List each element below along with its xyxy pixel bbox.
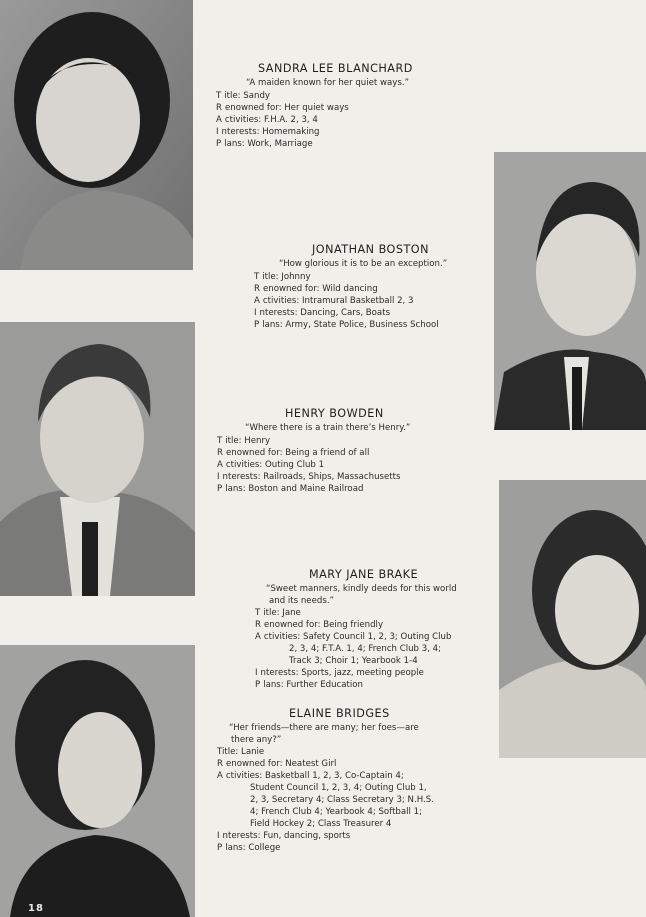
student-quote-line-1: “Her friends—there are many; her foes—are	[229, 723, 419, 733]
initial-renowned: R	[254, 284, 260, 294]
plans-line	[254, 319, 484, 331]
renowned-line	[217, 447, 447, 459]
photo-mary-jane-brake	[499, 480, 646, 758]
interests-line	[216, 126, 446, 138]
photo-sandra-blanchard	[0, 0, 193, 270]
activities-line-2: 2, 3, 4; F.T.A. 1, 4; French Club 3, 4;	[289, 644, 442, 654]
initial-activities: A	[217, 771, 223, 781]
initial-interests: I	[216, 127, 219, 137]
renowned-value: enowned for: Being a friend of all	[225, 448, 370, 458]
activities-line	[254, 295, 484, 307]
interests-value: nterests: Homemaking	[221, 127, 320, 137]
renowned-line	[254, 283, 484, 295]
page-number: 18	[28, 903, 44, 914]
title-line	[255, 607, 495, 619]
initial-plans: P	[255, 680, 261, 690]
title-value: itle: Jane	[263, 608, 301, 618]
initial-activities: A	[216, 115, 222, 125]
student-quote-line-1: “Sweet manners, kindly deeds for this world	[266, 584, 457, 594]
interests-line	[217, 471, 447, 483]
plans-line	[217, 842, 457, 854]
plans-line	[255, 679, 495, 691]
initial-title: T	[255, 608, 261, 618]
student-name: ELAINE BRIDGES	[289, 707, 390, 720]
activities-value: ctivities: F.H.A. 2, 3, 4	[224, 115, 318, 125]
interests-line	[254, 307, 484, 319]
initial-title: T	[216, 91, 222, 101]
photo-jonathan-boston	[494, 152, 646, 430]
initial-renowned: R	[217, 448, 223, 458]
title-value: tle: Lanie	[224, 747, 265, 757]
title-line	[216, 90, 446, 102]
student-name: JONATHAN BOSTON	[312, 243, 429, 256]
entry-jonathan-boston	[254, 242, 484, 331]
activities-value: ctivities: Intramural Basketball 2, 3	[262, 296, 414, 306]
plans-value: lans: Boston and Maine Railroad	[225, 484, 364, 494]
entry-henry-bowden	[217, 406, 447, 495]
initial-activities: A	[255, 632, 261, 642]
student-quote: “How glorious it is to be an exception.”	[279, 259, 448, 269]
renowned-value: enowned for: Wild dancing	[262, 284, 378, 294]
activities-value: ctivities: Safety Council 1, 2, 3; Outing Club	[263, 632, 452, 642]
initial-activities: A	[254, 296, 260, 306]
plans-value: lans: College	[225, 843, 281, 853]
initial-interests: I	[217, 831, 220, 841]
activities-line	[255, 631, 495, 643]
initial-activities: A	[217, 460, 223, 470]
initial-plans: P	[217, 484, 223, 494]
initial-title: T	[217, 436, 223, 446]
interests-value: nterests: Railroads, Ships, Massachusetts	[222, 472, 401, 482]
student-name: HENRY BOWDEN	[285, 407, 384, 420]
student-quote: “Where there is a train there’s Henry.”	[245, 423, 411, 433]
renowned-value: enowned for: Being friendly	[263, 620, 384, 630]
photo-elaine-bridges	[0, 645, 195, 917]
student-name: MARY JANE BRAKE	[309, 568, 419, 581]
interests-value: nterests: Fun, dancing, sports	[222, 831, 351, 841]
plans-value: lans: Work, Marriage	[224, 139, 313, 149]
activities-value: ctivities: Basketball 1, 2, 3, Co-Captain 4;	[225, 771, 404, 781]
title-value: itle: Sandy	[224, 91, 271, 101]
interests-value: nterests: Sports, jazz, meeting people	[260, 668, 424, 678]
activities-line	[217, 770, 457, 782]
activities-line-3: Track 3; Choir 1; Yearbook 1-4	[289, 656, 418, 666]
activities-line-3: 2, 3, Secretary 4; Class Secretary 3; N.H.S.	[250, 795, 434, 805]
plans-value: lans: Army, State Police, Business School	[262, 320, 439, 330]
plans-line	[216, 138, 446, 150]
title-line	[254, 271, 484, 283]
entry-mary-jane-brake	[255, 567, 495, 691]
activities-line	[216, 114, 446, 126]
student-quote-line-2: and its needs.”	[269, 596, 335, 606]
initial-renowned: R	[217, 759, 223, 769]
activities-line	[217, 459, 447, 471]
initial-interests: I	[254, 308, 257, 318]
student-quote: “A maiden known for her quiet ways.”	[246, 78, 410, 88]
initial-renowned: R	[216, 103, 222, 113]
renowned-line	[217, 758, 457, 770]
activities-line-5: Field Hockey 2; Class Treasurer 4	[250, 819, 392, 829]
title-line	[217, 746, 457, 758]
student-quote-line-2: there any?”	[231, 735, 282, 745]
entry-elaine-bridges	[217, 706, 457, 854]
renowned-value: enowned for: Her quiet ways	[224, 103, 349, 113]
initial-title: Ti	[217, 747, 225, 757]
student-name: SANDRA LEE BLANCHARD	[258, 62, 413, 75]
initial-plans: P	[216, 139, 222, 149]
title-line	[217, 435, 447, 447]
initial-plans: P	[254, 320, 260, 330]
plans-value: lans: Further Education	[263, 680, 363, 690]
title-value: itle: Johnny	[262, 272, 311, 282]
activities-line-2: Student Council 1, 2, 3, 4; Outing Club 1,	[250, 783, 427, 793]
activities-value: ctivities: Outing Club 1	[225, 460, 325, 470]
activities-line-4: 4; French Club 4; Yearbook 4; Softball 1;	[250, 807, 423, 817]
renowned-value: enowned for: Neatest Girl	[225, 759, 337, 769]
renowned-line	[216, 102, 446, 114]
initial-interests: I	[217, 472, 220, 482]
initial-renowned: R	[255, 620, 261, 630]
initial-plans: P	[217, 843, 223, 853]
entry-sandra-blanchard	[216, 61, 446, 150]
interests-value: nterests: Dancing, Cars, Boats	[259, 308, 391, 318]
plans-line	[217, 483, 447, 495]
renowned-line	[255, 619, 495, 631]
initial-interests: I	[255, 668, 258, 678]
title-value: itle: Henry	[225, 436, 271, 446]
photo-henry-bowden	[0, 322, 195, 596]
interests-line	[217, 830, 457, 842]
interests-line	[255, 667, 495, 679]
initial-title: T	[254, 272, 260, 282]
